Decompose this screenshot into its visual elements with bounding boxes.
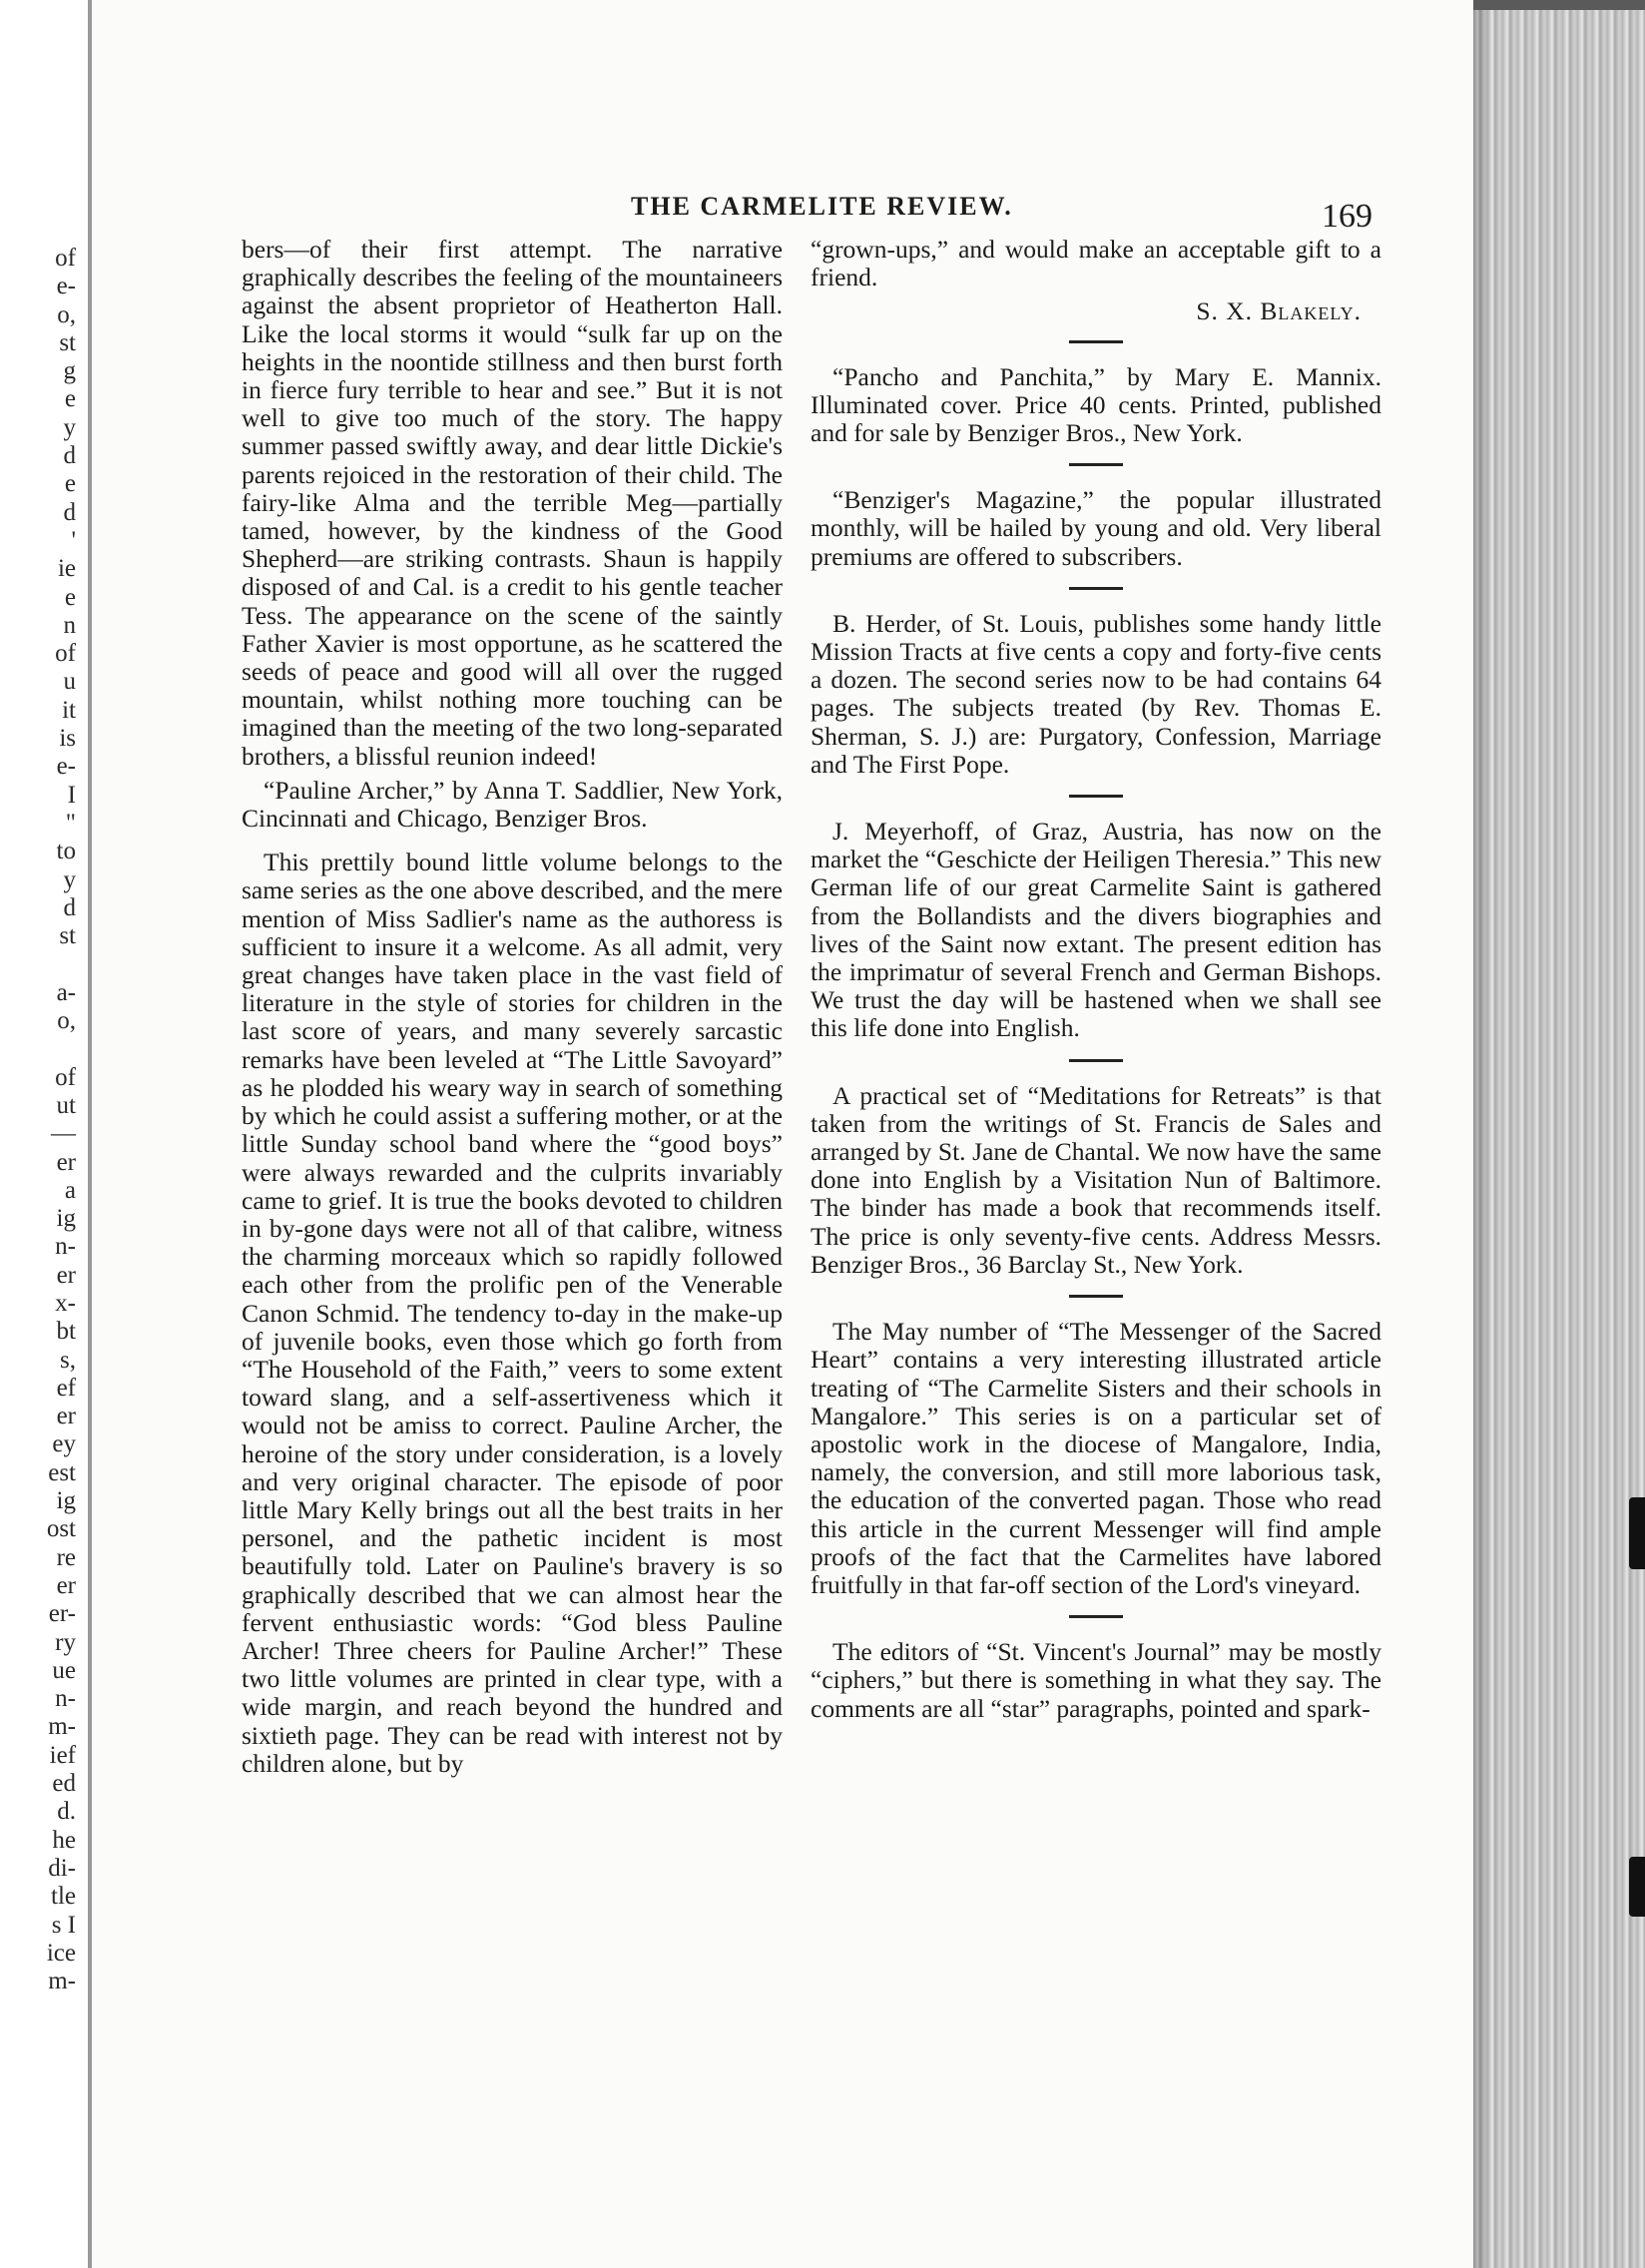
previous-page-fragment: tle: [51, 1883, 76, 1911]
previous-page-fragment: a-: [56, 978, 76, 1006]
meditations-retreats-notice: A practical set of “Meditations for Retreats” is that taken from the writings of St. Francis de Sales and arranged by St. Jane de Chantal. We now have the same done into English by a Visitation Nun of Baltimore. The binder has made a book that recommends itself. The price is only seventy-five cents. Address Messrs. Benziger Bros., 36 Barclay St., New York.: [811, 1080, 1381, 1279]
section-divider: [1069, 1615, 1123, 1618]
section-divider: [1069, 1059, 1123, 1062]
edge-clip-mark: [1629, 1497, 1645, 1569]
section-divider: [1069, 463, 1123, 466]
previous-page-fragment: d: [63, 442, 76, 470]
previous-page-fragment: ue: [52, 1656, 76, 1684]
previous-page-fragment: di-: [48, 1854, 76, 1882]
previous-page-fragment: y: [63, 413, 76, 441]
previous-page-fragment: ": [65, 809, 76, 837]
previous-page-fragment: ed: [52, 1770, 76, 1798]
previous-page-fragment: ut: [56, 1091, 76, 1119]
previous-page-fragment: e: [64, 583, 76, 611]
previous-page-fragment: e-: [56, 753, 76, 781]
previous-page-fragment: er: [56, 1403, 76, 1430]
previous-page-fragment: g: [63, 357, 76, 385]
previous-page-fragment: ice: [46, 1939, 76, 1967]
previous-page-fragment: d.: [57, 1798, 76, 1826]
previous-page-fragment: of: [55, 245, 76, 272]
previous-page-fragment: e-: [56, 273, 76, 300]
book-page: [92, 0, 1473, 2268]
running-title: THE CARMELITE REVIEW.: [631, 192, 1013, 221]
review-continuation-paragraph: bers—of their first attempt. The narrative graphically describes the feeling of the mountaineers against the absent proprietor of Heatherton Hall. Like the local storms it would “sulk far up on the heights in the noontide stillness and then burst forth in fierce fury terrible to hear and see.” But it is not well to give too much of the story. The happy summer passed swiftly away, and dear little Dickie's parents rejoiced in the restoration of their child. The fairy-like Alma and the terrible Meg—partially tamed, however, by the kindness of the Good Shepherd—are striking contrasts. Shaun is happily disposed of and Cal. is a credit to his gentle teacher Tess. The appearance on the scene of the saintly Father Xavier is most opportune, as he scattered the seeds of peace and good will all over the rugged mountain, whilst nothing more touching can be imagined than the meeting of the two long-separated brothers, a blissful reunion indeed!: [242, 235, 783, 771]
previous-page-fragment: m-: [48, 1713, 76, 1741]
page-edge-shadow: [1473, 10, 1491, 2268]
meyerhoff-theresia-notice: J. Meyerhoff, of Graz, Austria, has now on the market the “Geschicte der Heiligen Theresia.” This new German life of our great Carmelite Saint is gathered from the Bollandists and the divers biographies and lives of the Saint now extant. The present edition has the imprimatur of several French and German Bishops. We trust the day will be hastened when we shall see this life done into English.: [811, 817, 1381, 1043]
right-column: [811, 236, 1381, 1729]
previous-page-fragment: ost: [46, 1515, 76, 1543]
previous-page-fragment: ey: [52, 1430, 76, 1458]
page-edges-stack: [1473, 10, 1645, 2268]
st-vincents-journal-notice: The editors of “St. Vincent's Journal” may be mostly “ciphers,” but there is something in what they say. The comments are all “star” paragraphs, pointed and spark-: [811, 1637, 1381, 1723]
previous-page-fragment: er-: [48, 1600, 76, 1628]
previous-page-fragment: [0, 1035, 86, 1063]
edge-clip-mark: [1629, 1857, 1645, 1917]
previous-page-fragment: ief: [49, 1741, 76, 1769]
previous-page-fragment: d: [63, 498, 76, 526]
pauline-archer-review: This prettily bound little volume belongs to the same series as the one above described, and the mere mention of Miss Sadlier's name as the authoress is sufficient to insure it a welcome. As all admit, very great changes have taken place in the vast field of literature in the style of stories for children in the last score of years, and many severely sarcastic remarks have been leveled at “The Little Savoyard” as he plodded his weary way in search of something by which he could assist a suffering mother, or at the little Sunday school band where the “good boys” were always rewarded and the culprits invariably came to grief. It is true the books devoted to children in by-gone days were not all of that calibre, witness the charming morceaux which so rapidly followed each other from the prolific pen of the Venerable Canon Schmid. The tendency to-day in the make-up of juvenile books, even those which go forth from “The Household of the Faith,” veers to some extent toward slang, and a self-assertiveness which it would not be amiss to correct. Pauline Archer, the heroine of the story under consideration, is a lovely and very original character. The episode of poor little Mary Kelly brings out all the best traits in her personel, and the pathetic incident is most beautifully told. Later on Pauline's bravery is so graphically described that we can almost hear the fervent enthusiastic words: “God bless Pauline Archer! Three cheers for Pauline Archer!” These two little volumes are printed in clear type, with a wide margin, and reach beyond the hundred and sixtieth page. They can be read with interest not by children alone, but by: [242, 848, 783, 1778]
previous-page-fragment: is: [59, 725, 76, 753]
previous-page-fragment: o,: [57, 300, 76, 328]
previous-page-fragment: est: [48, 1458, 76, 1486]
previous-page-fragment: to: [56, 838, 76, 865]
previous-page-fragment: n-: [55, 1685, 76, 1713]
previous-page-fragment: a: [64, 1176, 76, 1204]
section-divider: [1069, 795, 1123, 798]
previous-page-fragment: er: [56, 1571, 76, 1599]
previous-page-fragment: st: [59, 922, 76, 950]
previous-page-fragment: m-: [48, 1968, 76, 1995]
previous-page-fragment: I: [67, 781, 76, 809]
previous-page-fragment: bt: [56, 1318, 76, 1346]
previous-page-fragment: ie: [57, 555, 76, 583]
benzigers-magazine-notice: “Benziger's Magazine,” the popular illustrated monthly, will be hailed by young and old. Very liberal premiums are offered to subscribers.: [811, 485, 1381, 571]
previous-page-fragment: er: [56, 1261, 76, 1289]
previous-page-fragment: y: [63, 865, 76, 893]
previous-page-fragment: d: [63, 893, 76, 921]
previous-page-fragment: n-: [55, 1233, 76, 1261]
pauline-archer-citation: “Pauline Archer,” by Anna T. Saddlier, New York, Cincinnati and Chicago, Benziger Bros.: [242, 775, 783, 834]
previous-page-fragment: s I: [51, 1911, 76, 1939]
previous-page-fragment: [0, 950, 86, 978]
section-divider: [1069, 340, 1123, 343]
pancho-panchita-notice: “Pancho and Panchita,” by Mary E. Mannix. Illuminated cover. Price 40 cents. Printed, published and for sale by Benziger Bros., New York.: [811, 361, 1381, 448]
previous-page-fragment: x-: [55, 1289, 76, 1317]
previous-page-fragment: s,: [60, 1346, 76, 1374]
author-signature: S. X. Blakely.: [1196, 296, 1362, 326]
previous-page-fragment: re: [56, 1543, 76, 1571]
review-conclusion-paragraph: “grown-ups,” and would make an acceptable gift to a friend.: [811, 235, 1381, 292]
previous-page-fragment: it: [62, 696, 76, 724]
page-number: 169: [1322, 198, 1372, 235]
left-column: [242, 236, 783, 1794]
section-divider: [1069, 587, 1123, 590]
previous-page-fragment: —: [51, 1120, 76, 1148]
previous-page-fragment: ig: [56, 1205, 76, 1233]
previous-page-fragment: ef: [56, 1374, 76, 1402]
previous-page-fragment: e: [64, 470, 76, 498]
messenger-sacred-heart-notice: The May number of “The Messenger of the Sacred Heart” contains a very interesting illustrated article treating of “The Carmelite Sisters and their schools in Mangalore.” This series is on a particular set of apostolic work in the diocese of Mangalore, India, namely, the conversion, and still more laborious task, the education of the converted pagan. Those who read this article in the current Messenger will find ample proofs of the fact that the Carmelites have labored fruitfully in that far-off section of the Lord's vineyard.: [811, 1317, 1381, 1599]
previous-page-strip: [0, 0, 92, 2268]
previous-page-fragment: o,: [57, 1007, 76, 1035]
previous-page-fragment: er: [56, 1148, 76, 1176]
previous-page-fragment: n: [63, 611, 76, 639]
previous-page-fragment: e: [64, 385, 76, 413]
previous-page-fragment: ': [71, 526, 76, 554]
herder-mission-tracts-notice: B. Herder, of St. Louis, publishes some handy little Mission Tracts at five cents a copy and forty-five cents a dozen. The second series now to be had contains 64 pages. The subjects treated (by Rev. Thomas E. Sherman, S. J.) are: Purgatory, Confession, Marriage and The First Pope.: [811, 608, 1381, 779]
previous-page-fragment: ig: [56, 1487, 76, 1515]
previous-page-fragment: he: [52, 1826, 76, 1854]
previous-page-fragment: ry: [55, 1628, 76, 1656]
previous-page-fragment: u: [63, 668, 76, 696]
previous-page-fragments: [0, 245, 86, 1995]
previous-page-fragment: of: [55, 640, 76, 668]
previous-page-fragment: st: [59, 328, 76, 356]
section-divider: [1069, 1295, 1123, 1298]
previous-page-fragment: of: [55, 1063, 76, 1091]
